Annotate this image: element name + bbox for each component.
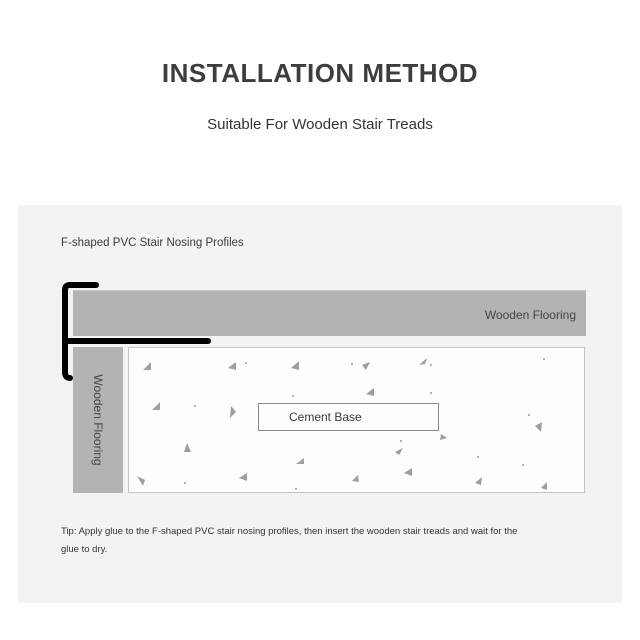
wooden-flooring-side-label: Wooden Flooring xyxy=(91,374,105,466)
wooden-flooring-side xyxy=(73,347,123,493)
page-title: INSTALLATION METHOD xyxy=(161,58,479,88)
cement-base-label: Cement Base xyxy=(289,410,362,424)
cement-base-label-box xyxy=(258,403,439,431)
wooden-flooring-top-label: Wooden Flooring xyxy=(484,308,576,322)
wooden-flooring-top xyxy=(73,290,586,336)
installation-tip: Tip: Apply glue to the F-shaped PVC stair nosing profiles, then insert the wooden stair treads and wait for the glue to dry. xyxy=(61,526,518,555)
page-subtitle: Suitable For Wooden Stair Treads xyxy=(207,116,433,133)
diagram-title: F-shaped PVC Stair Nosing Profiles xyxy=(61,237,244,249)
